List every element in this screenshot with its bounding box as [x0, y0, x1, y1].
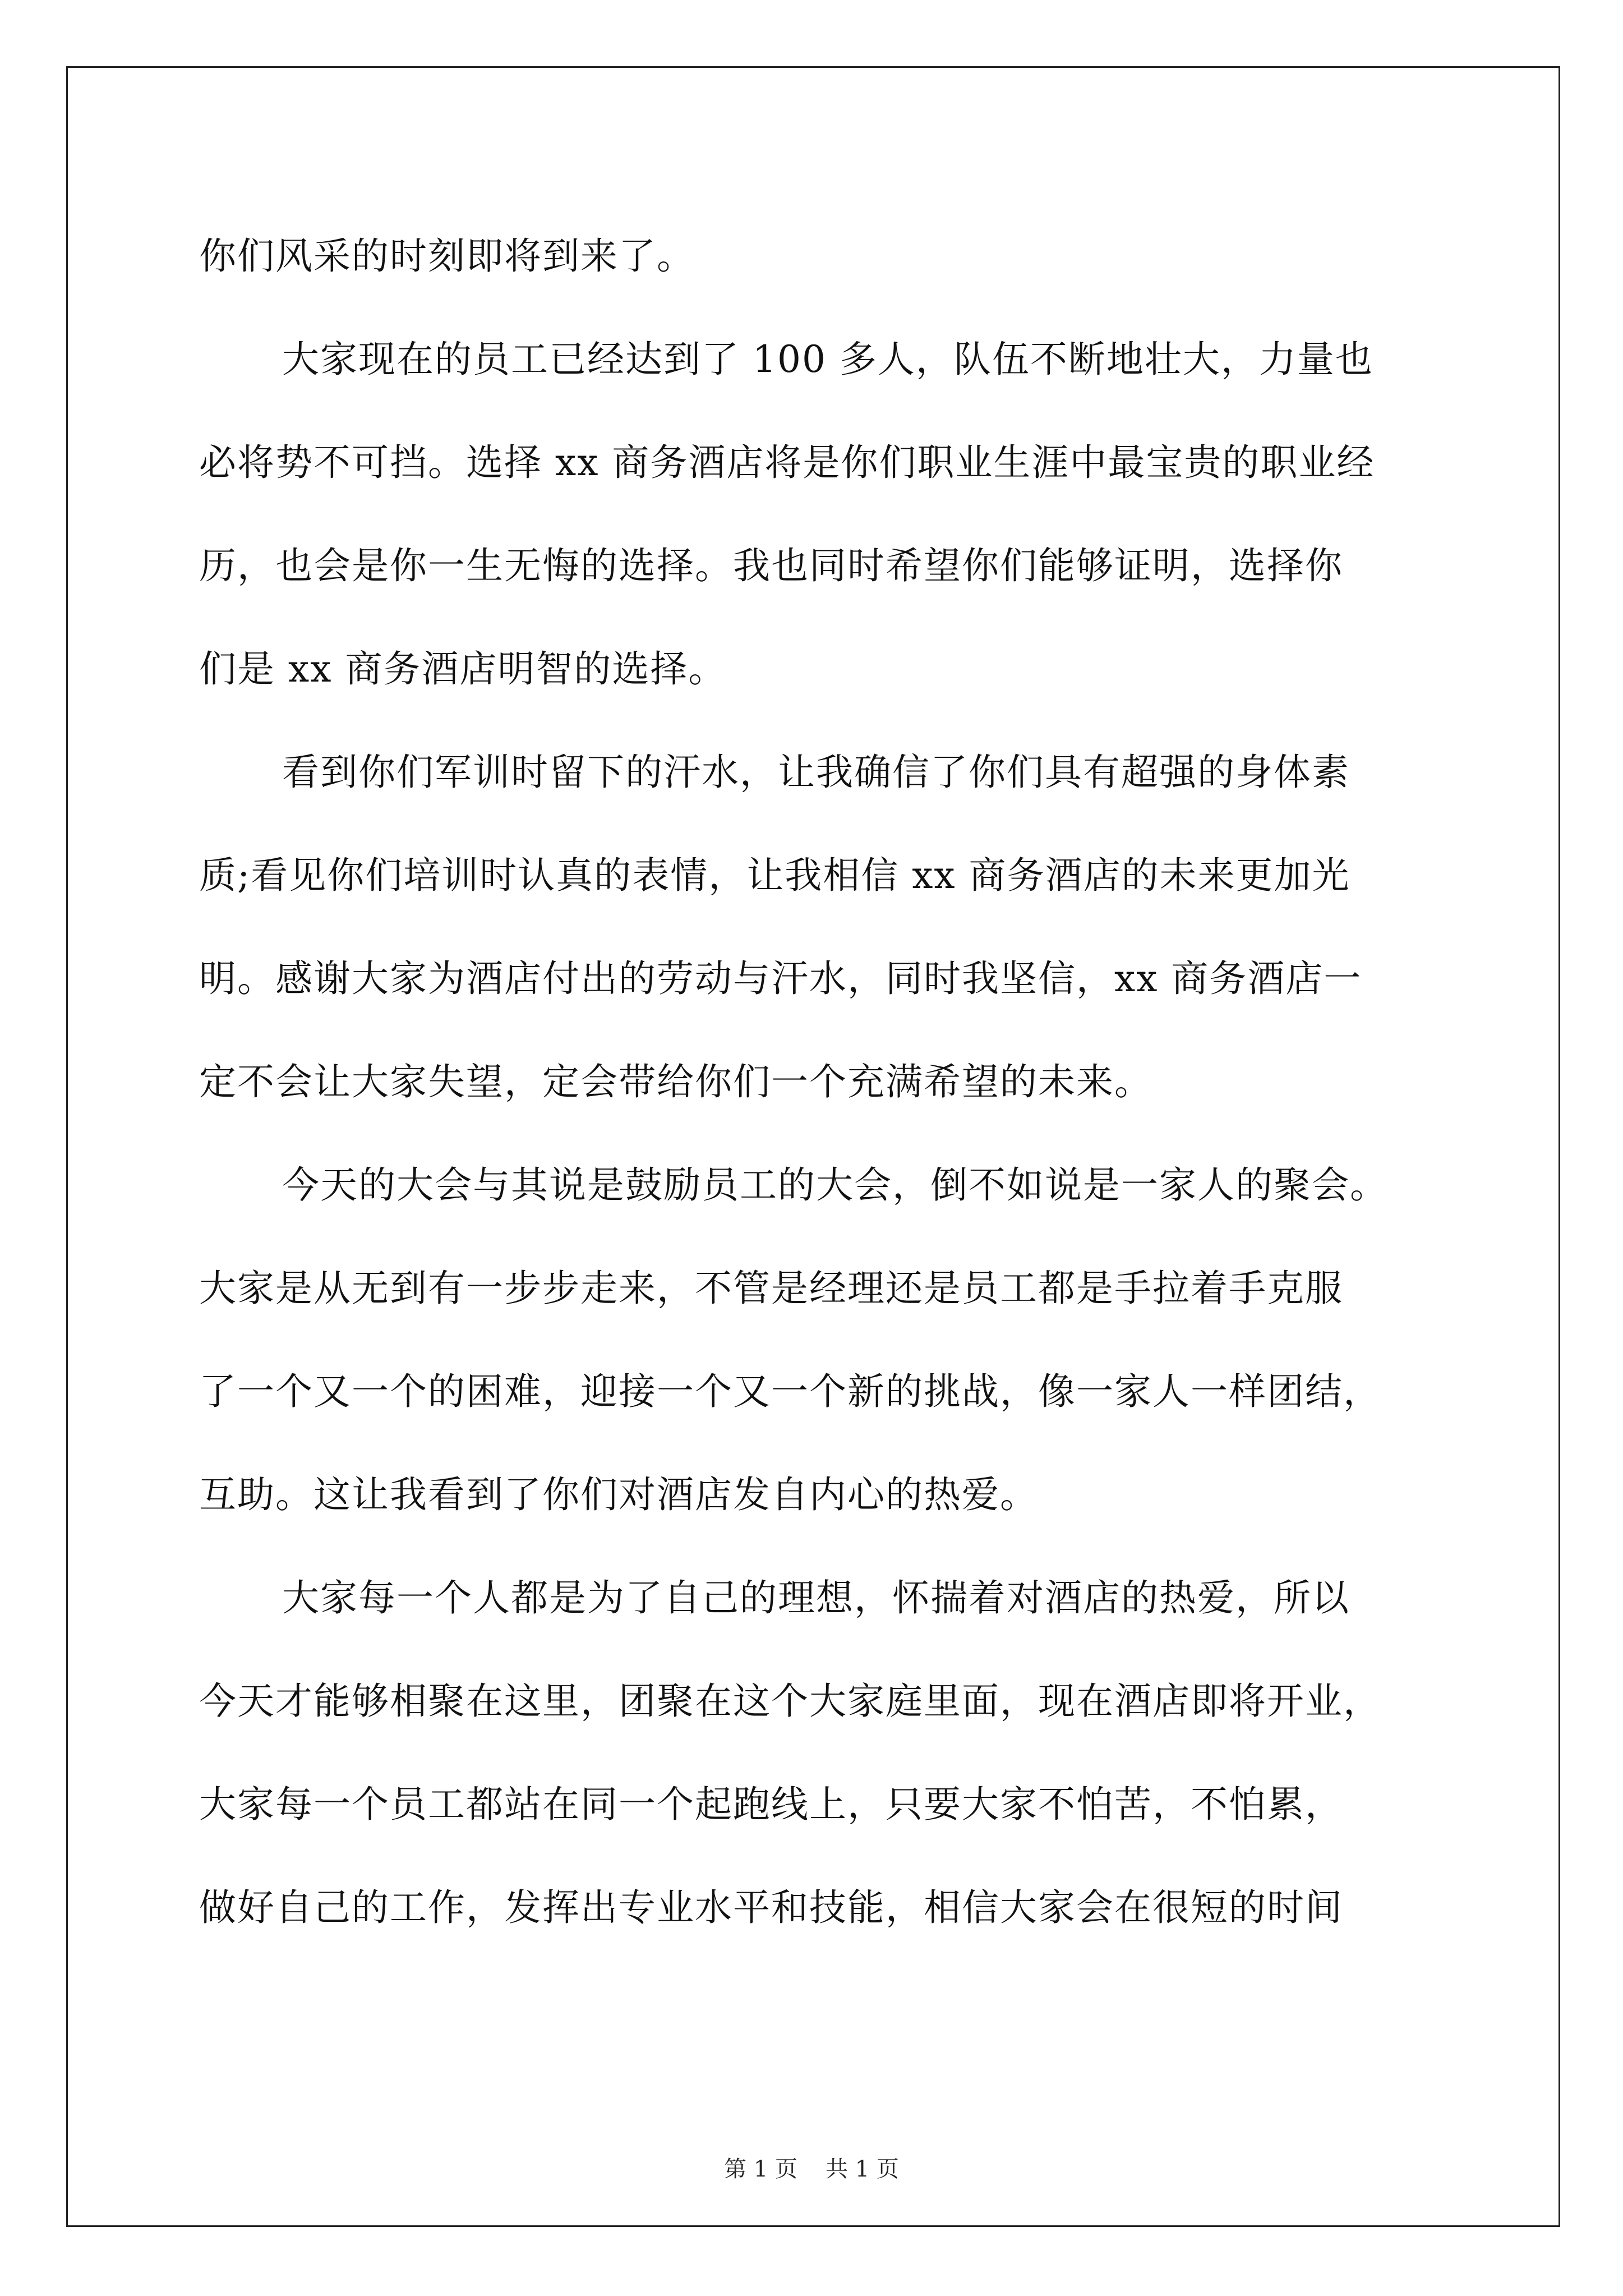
text-line: 历，也会是你一生无悔的选择。我也同时希望你们能够证明，选择你 — [199, 544, 1343, 587]
paragraph-first-line: 大家现在的员工已经达到了 100 多人，队伍不断地壮大，力量也 — [282, 338, 1373, 381]
text-line: 大家是从无到有一步步走来，不管是经理还是员工都是手拉着手克服 — [199, 1267, 1343, 1310]
text-line: 质;看见你们培训时认真的表情，让我相信 xx 商务酒店的未来更加光 — [199, 854, 1350, 897]
page-total: 共 1 页 — [826, 2156, 899, 2182]
paragraph-first-line: 看到你们军训时留下的汗水，让我确信了你们具有超强的身体素 — [282, 751, 1350, 794]
page-number: 第 1 页 — [724, 2156, 797, 2182]
text-line: 你们风采的时刻即将到来了。 — [199, 234, 695, 278]
text-line: 互助。这让我看到了你们对酒店发自内心的热爱。 — [199, 1473, 1038, 1516]
text-line: 做好自己的工作，发挥出专业水平和技能，相信大家会在很短的时间 — [199, 1886, 1343, 1929]
text-line: 定不会让大家失望，定会带给你们一个充满希望的未来。 — [199, 1060, 1152, 1103]
text-line: 大家每一个员工都站在同一个起跑线上，只要大家不怕苦，不怕累， — [199, 1783, 1343, 1826]
text-line: 今天才能够相聚在这里，团聚在这个大家庭里面，现在酒店即将开业， — [199, 1680, 1381, 1723]
page-footer — [0, 2151, 1623, 2183]
document-body — [199, 205, 1433, 1959]
text-line: 明。感谢大家为酒店付出的劳动与汗水，同时我坚信，xx 商务酒店一 — [199, 957, 1362, 1000]
paragraph-first-line: 今天的大会与其说是鼓励员工的大会，倒不如说是一家人的聚会。 — [282, 1163, 1388, 1207]
paragraph-first-line: 大家每一个人都是为了自己的理想，怀揣着对酒店的热爱，所以 — [282, 1576, 1350, 1619]
text-line: 必将势不可挡。选择 xx 商务酒店将是你们职业生涯中最宝贵的职业经 — [199, 441, 1375, 484]
text-line: 了一个又一个的困难，迎接一个又一个新的挑战，像一家人一样团结， — [199, 1370, 1381, 1413]
text-line: 们是 xx 商务酒店明智的选择。 — [199, 647, 727, 691]
